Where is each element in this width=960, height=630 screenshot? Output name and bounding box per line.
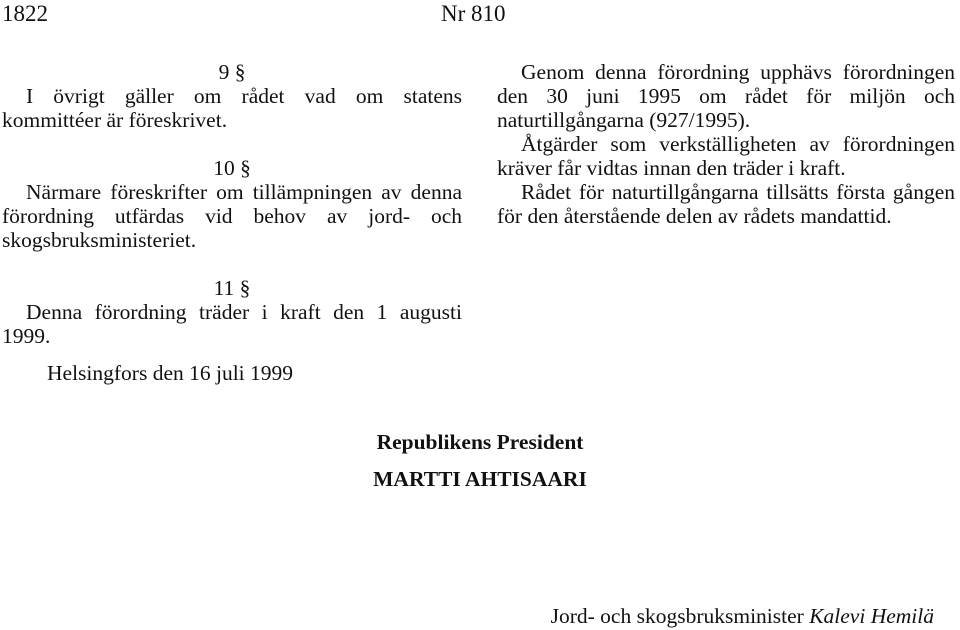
place-and-date: Helsingfors den 16 juli 1999 xyxy=(47,361,294,385)
right-column xyxy=(497,60,955,228)
section-9 xyxy=(2,60,462,132)
section-10-text: Närmare föreskrifter om tillämpningen av denna förordning utfärdas vid behov av jord- och skogsbruksministeriet. xyxy=(2,180,462,252)
section-11-heading: 11 § xyxy=(213,276,251,300)
section-11 xyxy=(2,276,462,348)
minister-signature xyxy=(551,603,934,629)
repeal-paragraph: Genom denna förordning upphävs förordningen den 30 juni 1995 om rådet för miljön och naturtillgångarna (927/1995). xyxy=(497,60,955,132)
section-10 xyxy=(2,156,462,252)
section-11-text: Denna förordning träder i kraft den 1 augusti 1999. xyxy=(2,300,462,348)
left-column xyxy=(2,60,462,348)
minister-role: Jord- och skogsbruksminister xyxy=(550,604,804,628)
minister-name: Kalevi Hemilä xyxy=(809,604,934,628)
measures-paragraph: Åtgärder som verkställigheten av förordningen kräver får vidtas innan den träder i kraft. xyxy=(497,132,955,180)
section-9-text: I övrigt gäller om rådet vad om statens kommittéer är föreskrivet. xyxy=(2,84,462,132)
section-10-heading: 10 § xyxy=(213,156,251,180)
section-9-heading: 9 § xyxy=(218,60,246,84)
president-title: Republikens President xyxy=(376,430,584,454)
council-paragraph: Rådet för naturtillgångarna tillsätts första gången för den återstående delen av rådets mandattid. xyxy=(497,180,955,228)
issue-number: Nr 810 xyxy=(441,1,506,26)
president-name: MARTTI AHTISAARI xyxy=(373,467,587,491)
page-number: 1822 xyxy=(2,1,48,26)
